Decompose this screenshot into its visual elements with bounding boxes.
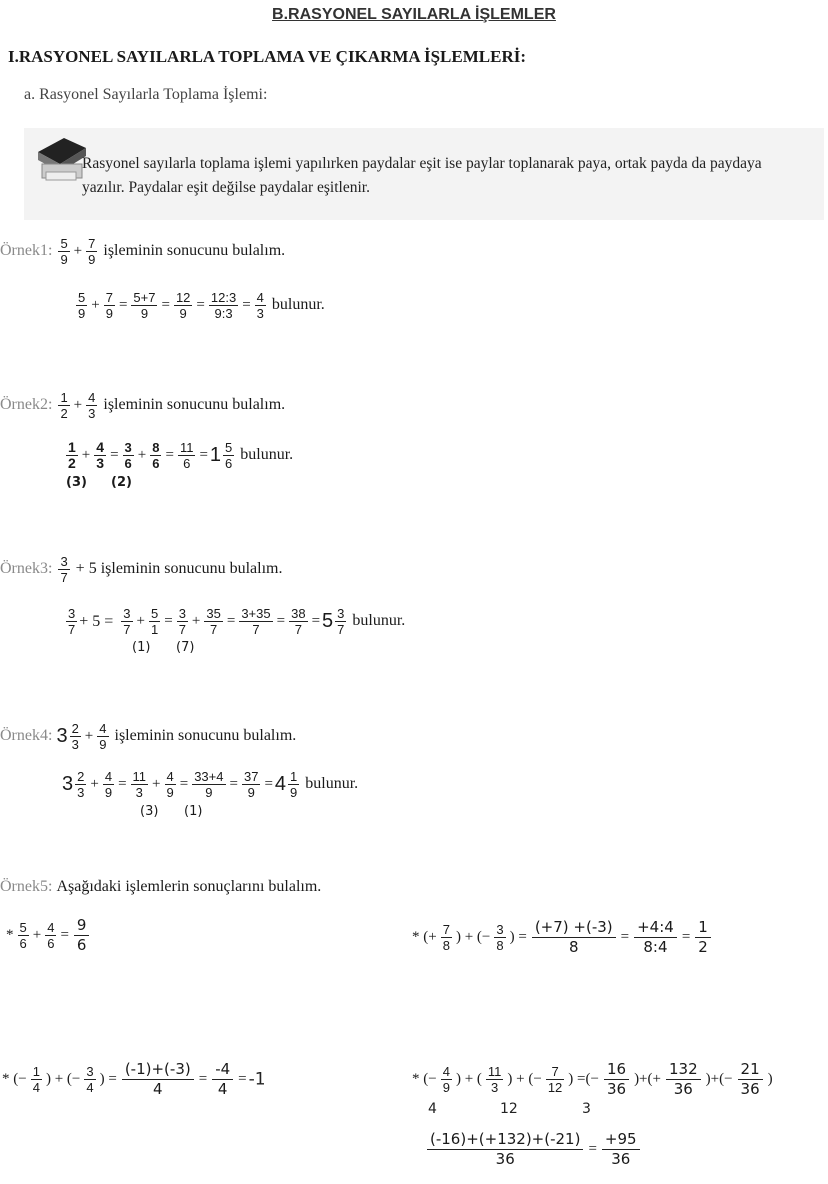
multiplier: (1) [132, 640, 151, 655]
fraction: $\frac{3}{6}$ [124, 440, 132, 471]
handwritten-step: $\frac{21}{36}$ [738, 1060, 763, 1099]
handwritten-step: $\frac{-4}{4}$ [212, 1060, 233, 1099]
multiplier: (3) [140, 804, 159, 819]
fraction: $\frac{11}{6}$ [179, 440, 194, 471]
addend: + 5 [75, 560, 97, 578]
fraction: $\frac{33+4}{9}$ [194, 769, 224, 800]
handwritten-answer: $\frac{9}{6}$ [74, 916, 90, 955]
fraction: $\frac{3}{7}$ [123, 606, 131, 637]
fraction: $\frac{38}{7}$ [291, 606, 306, 637]
handwritten-answer: -1 [248, 1069, 266, 1090]
fraction: $\frac{1}{9}$ [290, 769, 298, 800]
example-1-solution: $\frac{5}{9}$ + $\frac{7}{9}$ = $\frac{5+7}{9}$ = $\frac{12}{9}$ = $\frac{12:3}{9:3}$ = $\frac{4}{3}$ bulunur. [78, 290, 325, 321]
fraction: $\frac{1}{2}$ [68, 439, 76, 471]
example-2-question: Örnek2: $\frac{1}{2}$ + $\frac{4}{3}$ işleminin sonucunu bulalım. [0, 390, 286, 421]
example-3-question [0, 554, 282, 585]
info-note-box [24, 128, 824, 220]
example-4-solution: 3 $\frac{2}{3}$ + $\frac{4}{9}$ = $\frac{11}{3}$ + $\frac{4}{9}$ = $\frac{33+4}{9}$ = $\frac{37}{9}$ = 4 $\frac{1}{9}$ bulunur. [62, 769, 359, 800]
fraction: $\frac{4}{9}$ [104, 769, 113, 800]
example-5-label: Örnek5: [0, 878, 53, 895]
fraction: $\frac{5+7}{9}$ [133, 290, 156, 321]
problem-4: * (− $\frac{4}{9}$ ) + ( $\frac{11}{3}$ ) + (− $\frac{7}{12}$ ) =(− $\frac{16}{36}$ )+(+ $\frac{132}{36}$ )+(− $\frac{21}{36}$ ) [412, 1060, 773, 1098]
fraction: $\frac{4}{9}$ [442, 1064, 450, 1095]
instruction-text: Aşağıdaki işlemlerin sonuçlarını bulalım. [56, 878, 322, 895]
handwritten-step: $\frac{(-16)+(+132)+(-21)}{36}$ [427, 1130, 583, 1169]
fraction: $\frac{5}{9}$ [60, 236, 68, 267]
handwritten-step: $\frac{(-1)+(-3)}{4}$ [122, 1060, 194, 1099]
mixed-whole: 1 [209, 444, 222, 466]
fraction: $\frac{4}{3}$ [88, 390, 96, 421]
handwritten-step: $\frac{+4:4}{8:4}$ [634, 918, 677, 957]
example-2-solution: $\frac{1}{2}$ + $\frac{4}{3}$ = $\frac{3}{6}$ + $\frac{8}{6}$ = $\frac{11}{6}$ = 1 $\frac{5}{6}$ bulunur. [68, 439, 294, 471]
instruction-text: işleminin sonucunu bulalım. [103, 396, 286, 414]
handwritten-step: $\frac{(+7) +(-3)}{8}$ [532, 918, 616, 957]
instruction-text: işleminin sonucunu bulalım. [100, 560, 283, 578]
fraction: $\frac{12}{9}$ [175, 290, 191, 321]
example-4-label: Örnek4: [0, 727, 53, 745]
fraction: $\frac{1}{2}$ [60, 390, 68, 421]
fraction: $\frac{11}{3}$ [132, 769, 147, 800]
fraction: $\frac{3}{7}$ [68, 606, 76, 637]
fraction: $\frac{5}{6}$ [225, 440, 233, 471]
result-text: bulunur. [271, 296, 325, 314]
example-1-question: Örnek1: $\frac{5}{9}$ + $\frac{7}{9}$ işleminin sonucunu bulalım. [0, 236, 286, 267]
mixed-whole: 3 [56, 725, 68, 747]
fraction: $\frac{3}{4}$ [86, 1064, 94, 1095]
example-1-label: Örnek1: [0, 242, 53, 260]
mixed-whole: 3 [62, 773, 74, 795]
instruction-text: işleminin sonucunu bulalım. [103, 242, 286, 260]
section-heading: I.RASYONEL SAYILARLA TOPLAMA VE ÇIKARMA İŞLEMLERİ: [8, 47, 526, 66]
info-note-text: Rasyonel sayılarla toplama işlemi yapılırken paydalar eşit ise paylar toplanarak paya, ortak payda da paydaya yazılır. Paydalar eşit değilse paydalar eşitlenir. [82, 155, 762, 196]
fraction: $\frac{3}{7}$ [178, 606, 186, 637]
mixed-whole: 5 [322, 610, 334, 632]
handwritten-answer: $\frac{+95}{36}$ [602, 1130, 640, 1169]
fraction: $\frac{3}{7}$ [337, 606, 345, 637]
fraction: $\frac{4}{9}$ [166, 769, 174, 800]
multiplier: (2) [111, 475, 132, 490]
problem-3: * (− $\frac{1}{4}$ ) + (− $\frac{3}{4}$ ) = $\frac{(-1)+(-3)}{4}$ = $\frac{-4}{4}$ = -1 [2, 1060, 266, 1098]
fraction: $\frac{3+35}{7}$ [241, 606, 271, 637]
multiplier: 12 [500, 1101, 518, 1117]
mixed-whole: 4 [274, 773, 287, 795]
problem-2: * (+ $\frac{7}{8}$ ) + (− $\frac{3}{8}$ ) = $\frac{(+7) +(-3)}{8}$ = $\frac{+4:4}{8:4}$ = $\frac{1}{2}$ [410, 918, 714, 957]
fraction: $\frac{5}{9}$ [78, 290, 86, 321]
multiplier: (7) [176, 640, 195, 655]
problem-4-continued: $\frac{(-16)+(+132)+(-21)}{36}$ = $\frac{+95}{36}$ [424, 1130, 643, 1169]
multiplier: (3) [66, 475, 87, 490]
result-text: bulunur. [352, 612, 406, 630]
fraction: $\frac{5}{1}$ [150, 606, 159, 637]
fraction: $\frac{11}{3}$ [487, 1064, 502, 1095]
multiplier: 3 [582, 1101, 591, 1117]
page-title: B.RASYONEL SAYILARLA İŞLEMLER [272, 6, 556, 23]
example-5-question [0, 878, 321, 896]
result-text: bulunur. [305, 775, 359, 793]
handwritten-step: $\frac{132}{36}$ [666, 1060, 701, 1099]
handwritten-answer: $\frac{1}{2}$ [695, 918, 711, 957]
example-3-label: Örnek3: [0, 560, 53, 578]
fraction: $\frac{37}{9}$ [243, 769, 259, 800]
fraction: $\frac{35}{7}$ [206, 606, 221, 637]
result-text: bulunur. [240, 446, 294, 464]
handwritten-step: $\frac{16}{36}$ [604, 1060, 629, 1099]
fraction: $\frac{4}{3}$ [256, 290, 264, 321]
fraction: $\frac{7}{9}$ [105, 290, 113, 321]
fraction: $\frac{4}{6}$ [47, 920, 55, 951]
fraction: $\frac{7}{12}$ [547, 1064, 563, 1095]
multiplier: 4 [428, 1101, 437, 1117]
instruction-text: işleminin sonucunu bulalım. [114, 727, 297, 745]
fraction: $\frac{2}{3}$ [77, 769, 85, 800]
fraction: $\frac{1}{4}$ [32, 1064, 40, 1095]
subsection-heading: a. Rasyonel Sayılarla Toplama İşlemi: [24, 86, 268, 103]
multiplier: (1) [184, 804, 203, 819]
fraction: $\frac{8}{6}$ [152, 440, 160, 471]
addend: + 5 = [79, 612, 114, 630]
example-2-label: Örnek2: [0, 396, 53, 414]
problem-1: * $\frac{5}{6}$ + $\frac{4}{6}$ = $\frac{9}{6}$ [4, 916, 92, 955]
fraction: $\frac{4}{3}$ [96, 439, 105, 471]
fraction: $\frac{3}{8}$ [496, 922, 504, 953]
fraction: $\frac{7}{8}$ [442, 922, 450, 953]
fraction: $\frac{12:3}{9:3}$ [210, 290, 237, 321]
example-4-question: Örnek4: 3 $\frac{2}{3}$ + $\frac{4}{9}$ işleminin sonucunu bulalım. [0, 721, 297, 752]
fraction: $\frac{3}{7}$ [60, 554, 68, 585]
fraction: $\frac{7}{9}$ [88, 236, 96, 267]
fraction: $\frac{2}{3}$ [71, 721, 79, 752]
example-3-solution: $\frac{3}{7}$ + 5 = $\frac{3}{7}$ + $\frac{5}{1}$ = $\frac{3}{7}$ + $\frac{35}{7}$ = $\frac{3+35}{7}$ = $\frac{38}{7}$ = 5 $\frac{3}{7}$ bulunur. [68, 606, 406, 637]
fraction: $\frac{4}{9}$ [99, 721, 107, 752]
fraction: $\frac{5}{6}$ [19, 920, 27, 951]
